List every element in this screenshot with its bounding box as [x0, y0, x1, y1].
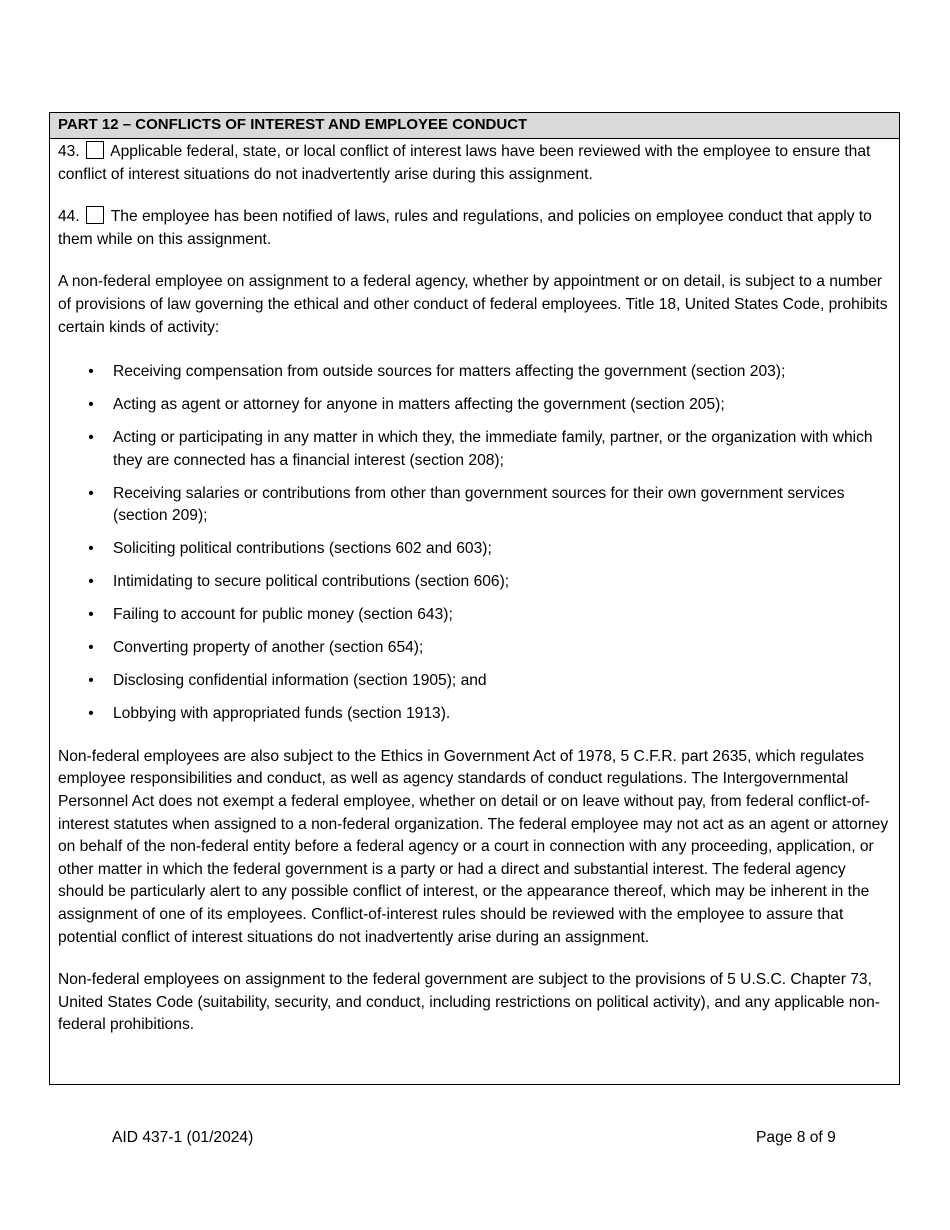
page-number: Page 8 of 9	[756, 1129, 836, 1146]
bullet-icon: •	[88, 484, 94, 502]
list-item: • Failing to account for public money (section 643);	[58, 604, 889, 627]
item-44	[58, 206, 889, 251]
bullet-icon: •	[88, 396, 94, 414]
list-item: • Disclosing confidential information (section 1905); and	[58, 670, 889, 693]
item-44-text: The employee has been notified of laws, rules and regulations, and policies on employee conduct that apply to them while on this assignment.	[58, 208, 872, 248]
ethics-paragraph: Non-federal employees are also subject to the Ethics in Government Act of 1978, 5 C.F.R. part 2635, which regulates employee responsibilities and conduct, as well as agency standards of conduct regulations. The Intergovernmental Personnel Act does not exempt a federal employee, whether on detail or on leave without pay, from federal conflict-of-interest statutes when assigned to a non-federal organization. The federal employee may not act as an agent or attorney on behalf of the non-federal entity before a federal agency or a court in connection with any proceeding, application, or other matter in which the federal government is a party or had a direct and substantial interest. The federal agency should be particularly alert to any possible conflict of interest, or the appearance thereof, which may be inherent in the assignment of one of its employees. Conflict-of-interest rules should be reviewed with the employee to assure that potential conflict of interest situations do not inadvertently arise during an assignment.	[58, 747, 889, 946]
list-item: • Converting property of another (section 654);	[58, 637, 889, 660]
bullet-icon: •	[88, 672, 94, 690]
item-43-text: Applicable federal, state, or local conflict of interest laws have been reviewed with the employee to ensure that conflict of interest situations do not inadvertently arise during this assignment.	[58, 143, 871, 183]
item-43	[58, 141, 889, 186]
section-body	[50, 139, 899, 1037]
bullet-icon: •	[88, 606, 94, 624]
list-item: • Receiving salaries or contributions from other than government sources for their own government services (section 209);	[58, 483, 889, 528]
list-item: • Soliciting political contributions (sections 602 and 603);	[58, 538, 889, 561]
list-item: • Acting as agent or attorney for anyone in matters affecting the government (section 205);	[58, 394, 889, 417]
item-44-number: 44.	[58, 208, 80, 226]
list-item: • Acting or participating in any matter in which they, the immediate family, partner, or the organization with which they are connected has a financial interest (section 208);	[58, 427, 889, 472]
list-item: • Lobbying with appropriated funds (section 1913).	[58, 703, 889, 726]
section-title: PART 12 – CONFLICTS OF INTEREST AND EMPLOYEE CONDUCT	[50, 113, 899, 139]
usc-paragraph: Non-federal employees on assignment to the federal government are subject to the provisions of 5 U.S.C. Chapter 73, United States Code (suitability, security, and conduct, including restrictions on political activity), and any applicable non-federal prohibitions.	[58, 971, 880, 1034]
bullet-icon: •	[88, 540, 94, 558]
bullet-icon: •	[88, 639, 94, 657]
intro-paragraph: A non-federal employee on assignment to a federal agency, whether by appointment or on detail, is subject to a number of provisions of law governing the ethical and other conduct of federal employees. Title 18, United States Code, prohibits certain kinds of activity:	[58, 273, 888, 336]
form-id: AID 437-1 (01/2024)	[112, 1129, 254, 1146]
list-item: • Intimidating to secure political contributions (section 606);	[58, 571, 889, 594]
item-43-number: 43.	[58, 143, 80, 160]
bullet-icon: •	[88, 429, 94, 447]
prohibited-activities-list	[58, 361, 889, 726]
bullet-icon: •	[88, 573, 94, 591]
item-44-checkbox[interactable]	[86, 206, 104, 224]
part-12-section	[49, 112, 900, 1085]
item-43-checkbox[interactable]	[86, 141, 104, 159]
list-item: • Receiving compensation from outside sources for matters affecting the government (section 203);	[58, 361, 889, 384]
bullet-icon: •	[88, 363, 94, 381]
bullet-icon: •	[88, 705, 94, 723]
